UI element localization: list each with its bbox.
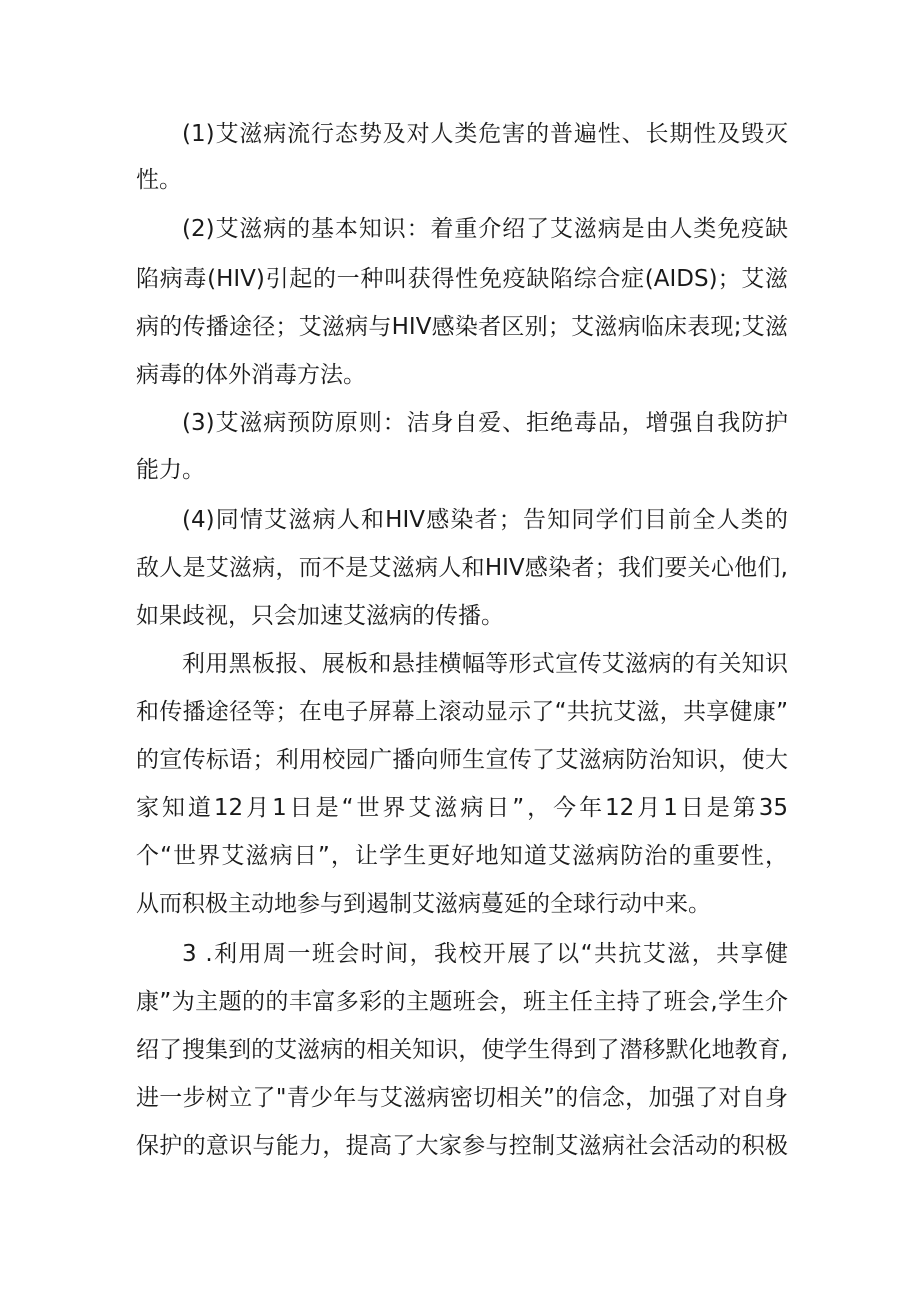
paragraph-5-line-2: 和传播途径等；在电子屏幕上滚动显示了“共抗艾滋，共享健康” [136,699,788,725]
paragraph-6-line-4: 进一步树立了"青少年与艾滋病密切相关”的信念，加强了对自身 [136,1085,788,1111]
paragraph-6-line-1: 3 .利用周一班会时间，我校开展了以“共抗艾滋，共享健 [182,941,788,967]
paragraph-5-line-4: 家知道12月1日是“世界艾滋病日”，今年12月1日是第35 [136,795,788,821]
paragraph-1-line-1: (1)艾滋病流行态势及对人类危害的普遍性、长期性及毁灭 [182,121,788,147]
paragraph-2-line-2: 陷病毒(HIV)引起的一种叫获得性免疫缺陷综合症(AIDS)；艾滋 [136,266,788,292]
paragraph-4-line-2: 敌人是艾滋病，而不是艾滋病人和HIV感染者；我们要关心他们, [136,555,788,581]
paragraph-6-line-3: 绍了搜集到的艾滋病的相关知识，使学生得到了潜移默化地教育, [136,1037,788,1063]
paragraph-2-line-3: 病的传播途径；艾滋病与HIV感染者区别；艾滋病临床表现;艾滋 [136,314,788,340]
paragraph-5-line-3: 的宣传标语；利用校园广播向师生宣传了艾滋病防治知识，使大 [136,747,788,773]
paragraph-5-line-6: 从而积极主动地参与到遏制艾滋病蔓延的全球行动中来。 [136,891,711,917]
paragraph-4-line-3: 如果歧视，只会加速艾滋病的传播。 [136,603,504,629]
paragraph-6-line-5: 保护的意识与能力，提高了大家参与控制艾滋病社会活动的积极 [136,1133,788,1159]
paragraph-2-line-1: (2)艾滋病的基本知识：着重介绍了艾滋病是由人类免疫缺 [182,216,788,242]
paragraph-3-line-1: (3)艾滋病预防原则：洁身自爱、拒绝毒品，增强自我防护 [182,410,788,436]
paragraph-4-line-1: (4)同情艾滋病人和HIV感染者；告知同学们目前全人类的 [182,507,788,533]
paragraph-6-line-2: 康”为主题的的丰富多彩的主题班会，班主任主持了班会,学生介 [136,989,788,1015]
paragraph-3-line-2: 能力。 [136,457,205,483]
paragraph-1-line-2: 性。 [136,167,182,193]
paragraph-2-line-4: 病毒的体外消毒方法。 [136,362,366,388]
paragraph-5-line-1: 利用黑板报、展板和悬挂横幅等形式宣传艾滋病的有关知识 [182,651,788,677]
paragraph-5-line-5: 个“世界艾滋病日”，让学生更好地知道艾滋病防治的重要性， [136,843,788,869]
